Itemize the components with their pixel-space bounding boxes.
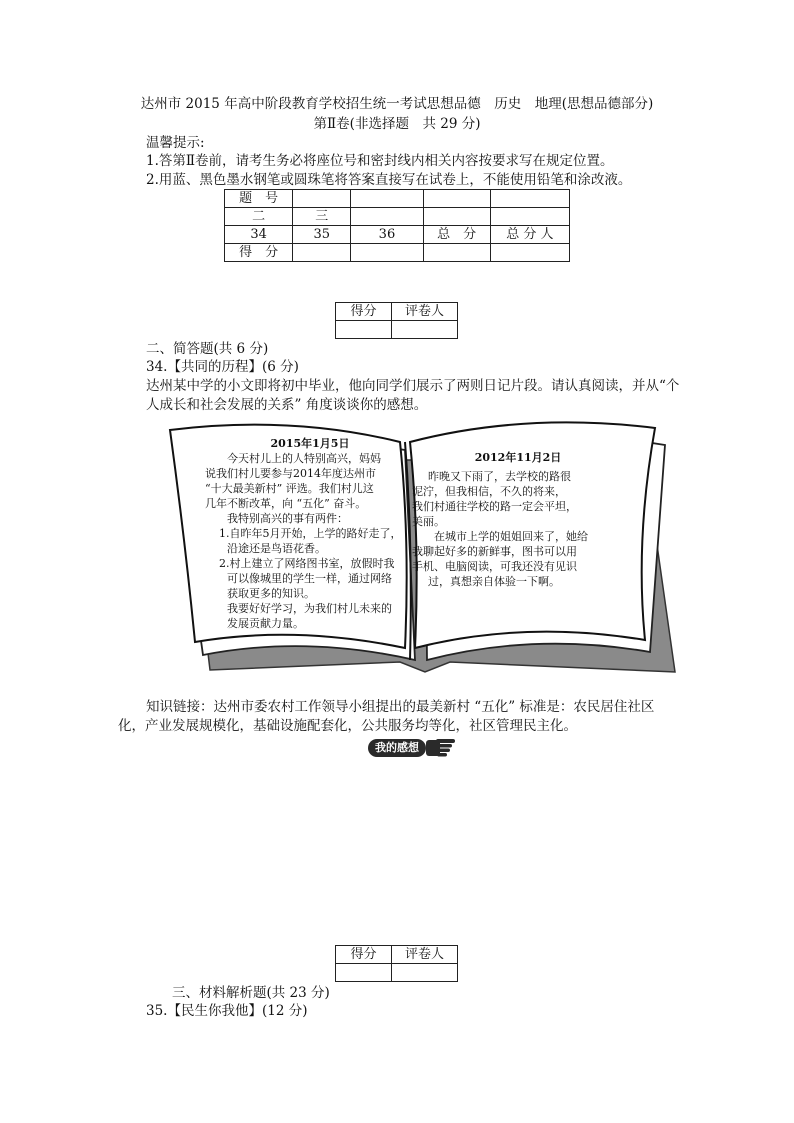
score-table-cell: 36	[351, 226, 423, 244]
score-table	[224, 189, 570, 262]
diary-left-line: 发展贡献力量。	[227, 617, 304, 630]
grader-box	[335, 302, 458, 339]
score-table-cell: 总 分 人	[490, 226, 569, 244]
diary-right	[412, 450, 618, 589]
diary-left-date: 2015年1月5日	[270, 437, 350, 450]
diary-left	[205, 436, 415, 631]
grader-score-input[interactable]	[336, 964, 392, 982]
diary-left-line: 获取更多的知识。	[227, 587, 315, 600]
score-input-cell[interactable]	[351, 244, 423, 262]
diary-right-line: 手机、电脑阅读，可我还没有见识	[412, 560, 577, 573]
diary-right-line: 过，真想亲自体验一下啊。	[428, 575, 560, 588]
diary-right-line: 泥泞，但我相信，不久的将来，	[412, 485, 566, 498]
grader-name-input[interactable]	[392, 964, 458, 982]
diary-right-line: 我们村通往学校的路一定会平坦，	[412, 500, 577, 513]
diary-left-line: 可以像城里的学生一样，通过网络	[227, 572, 392, 585]
diary-left-line: “十大最美新村” 评选。我们村儿这	[205, 482, 374, 495]
answer-area[interactable]	[118, 765, 678, 935]
score-table-header: 题 号	[225, 190, 293, 208]
score-row-label: 得 分	[225, 244, 293, 262]
grader-name-label: 评卷人	[392, 303, 458, 321]
diary-left-line: 沿途还是鸟语花香。	[227, 542, 326, 555]
my-thoughts-badge	[368, 737, 456, 759]
score-table-cell: 二	[225, 208, 293, 226]
grader-score-input[interactable]	[336, 321, 392, 339]
section-3-heading: 三、材料解析题(共 23 分)	[172, 985, 330, 1001]
score-table-cell: 35	[293, 226, 351, 244]
diary-left-line: 今天村儿上的人特别高兴，妈妈	[227, 452, 381, 465]
score-table-cell: 总 分	[423, 226, 490, 244]
diary-right-line: 美丽。	[412, 515, 445, 528]
diary-left-line: 我特别高兴的事有两件：	[227, 512, 348, 525]
diary-left-line: 说我们村儿要参与2014年度达州市	[205, 467, 376, 480]
pointing-hand-icon	[426, 737, 456, 759]
grader-score-label: 得分	[336, 946, 392, 964]
diary-right-line: 我聊起好多的新鲜事，图书可以用	[412, 545, 577, 558]
tips-heading: 温馨提示:	[146, 135, 205, 151]
my-thoughts-label: 我的感想	[368, 739, 426, 757]
diary-left-line: 1.自昨年5月开始，上学的路好走了，	[219, 527, 402, 540]
score-input-cell[interactable]	[490, 244, 569, 262]
grader-box	[335, 945, 458, 982]
tips-line-1: 1.答第Ⅱ卷前，请考生务必将座位号和密封线内相关内容按要求写在规定位置。	[146, 153, 614, 169]
question-34-line-1: 达州某中学的小文即将初中毕业，他向同学们展示了两则日记片段。请认真阅读，并从“个	[146, 378, 680, 394]
section-2-heading: 二、简答题(共 6 分)	[146, 341, 269, 357]
grader-name-label: 评卷人	[392, 946, 458, 964]
question-34-title: 34.【共同的历程】(6 分)	[146, 359, 299, 375]
diary-right-line: 在城市上学的姐姐回来了，她给	[434, 530, 588, 543]
question-35-title: 35.【民生你我他】(12 分)	[146, 1003, 308, 1019]
question-34-line-2: 人成长和社会发展的关系” 角度谈谈你的感想。	[146, 397, 428, 413]
diary-right-date: 2012年11月2日	[474, 451, 562, 464]
score-table-cell: 三	[293, 208, 351, 226]
grader-score-label: 得分	[336, 303, 392, 321]
exam-title: 达州市 2015 年高中阶段教育学校招生统一考试思想品德 历史 地理(思想品德部分)	[140, 96, 654, 112]
tips-line-2: 2.用蓝、黑色墨水钢笔或圆珠笔将答案直接写在试卷上，不能使用铅笔和涂改液。	[146, 172, 632, 188]
exam-subtitle: 第Ⅱ卷(非选择题 共 29 分)	[313, 116, 481, 132]
diary-left-line: 几年不断改革，向 “五化” 奋斗。	[205, 497, 367, 510]
score-input-cell[interactable]	[423, 244, 490, 262]
diary-left-line: 我要好好学习，为我们村儿未来的	[227, 602, 392, 615]
score-input-cell[interactable]	[293, 244, 351, 262]
knowledge-line-2: 化，产业发展规模化，基础设施配套化，公共服务均等化，社区管理民主化。	[118, 718, 577, 734]
grader-name-input[interactable]	[392, 321, 458, 339]
diary-right-line: 昨晚又下雨了，去学校的路很	[428, 470, 571, 483]
diary-left-line: 2.村上建立了网络图书室，放假时我	[219, 557, 395, 570]
knowledge-line-1: 知识链接：达州市委农村工作领导小组提出的最美新村 “五化” 标准是：农民居住社区	[146, 699, 655, 715]
score-table-cell: 34	[225, 226, 293, 244]
